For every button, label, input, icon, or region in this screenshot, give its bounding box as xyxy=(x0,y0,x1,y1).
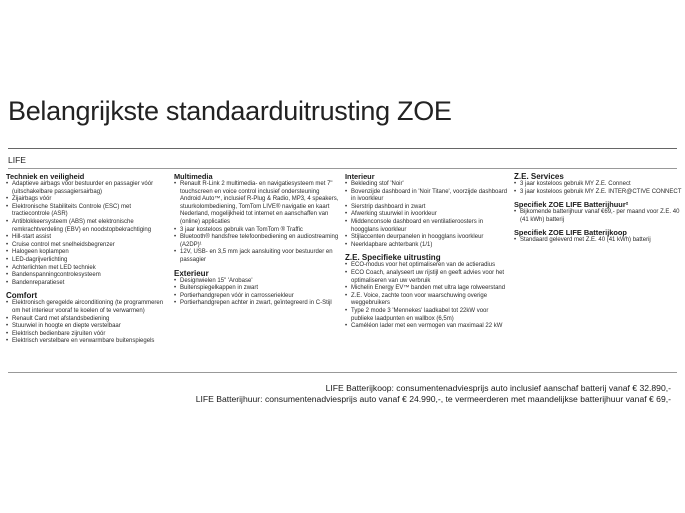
equipment-list xyxy=(174,278,339,308)
equipment-item: • Adaptieve airbags voor bestuurder en passagier vóór (uitschakelbare passagiersairbag) xyxy=(6,181,166,196)
equipment-item: • Z.E. Voice, zachte toon voor waarschuwing overige weggebruikers xyxy=(345,293,510,308)
equipment-item: • Stuurwiel in hoogte en diepte verstelbaar xyxy=(6,323,166,331)
equipment-item: • Bekleding stof 'Noir' xyxy=(345,181,510,189)
equipment-item: • ECO-modus voor het optimaliseren van de actieradius xyxy=(345,262,510,270)
equipment-item: • Stijlaccenten deurpanelen in hoogglans ivoorkleur xyxy=(345,234,510,242)
equipment-item: • Bluetooth® handsfree telefoonbediening en audiostreaming (A2DP)¹ xyxy=(174,234,339,249)
equipment-item: • Halogeen koplampen xyxy=(6,249,166,257)
equipment-item: • Bovenzijde dashboard in 'Noir Titane', voorzijde dashboard in ivoorkleur xyxy=(345,189,510,204)
equipment-item: • Cruise control met snelheidsbegrenzer xyxy=(6,242,166,250)
equipment-item: • LED-dagrijverlichting xyxy=(6,257,166,265)
title-divider xyxy=(8,148,677,149)
section-title: Specifiek ZOE LIFE Batterijkoop xyxy=(514,228,627,238)
equipment-list xyxy=(174,181,339,265)
equipment-item: • Renault R-Link 2 multimedia- en navigatiesysteem met 7" touchscreen en voice control inclusief ondersteuning Android Auto™, inclusief R-Plug & Radio, MP3, 4 speakers, stuurkolombediening, TomTom LIVE® navigatie en kaart Nederland, mogelijkheid tot internet en aanschaffen van (online) applicaties xyxy=(174,181,339,227)
section-title: Z.E. Specifieke uitrusting xyxy=(345,253,441,263)
price-line-battery-purchase: LIFE Batterijkoop: consumentenadviesprijs auto inclusief aanschaf batterij vanaf € 32.890,- xyxy=(325,383,671,393)
equipment-list xyxy=(345,181,510,249)
price-divider xyxy=(8,372,677,373)
page-title: Belangrijkste standaarduitrusting ZOE xyxy=(8,96,452,126)
column-3 xyxy=(345,172,510,335)
version-label: LIFE xyxy=(8,155,26,165)
equipment-item: • 12V, USB- en 3,5 mm jack aansluiting voor bestuurder en passagier xyxy=(174,249,339,264)
equipment-item: • 3 jaar kosteloos gebruik van TomTom ® Traffic xyxy=(174,227,339,235)
equipment-item: • Portierhandgrepen achter in zwart, geïntegreerd in C-Stijl xyxy=(174,300,339,308)
equipment-list xyxy=(514,209,684,224)
equipment-item: • Buitenspiegelkappen in zwart xyxy=(174,285,339,293)
version-divider xyxy=(8,168,677,169)
equipment-item: • Antiblokkeersysteem (ABS) met elektronische remkrachtverdeling (EBV) en noodstopbekrachtiging xyxy=(6,219,166,234)
equipment-item: • Elektrisch verstelbare en verwarmbare buitenspiegels xyxy=(6,338,166,346)
equipment-item: • Afwerking stuurwiel in ivoorkleur xyxy=(345,211,510,219)
equipment-item: • Achterlichten met LED techniek xyxy=(6,265,166,273)
equipment-item: • Michelin Energy EV™ banden met ultra lage rolweerstand xyxy=(345,285,510,293)
equipment-list xyxy=(514,237,684,245)
equipment-list xyxy=(514,181,684,196)
equipment-item: • Designwielen 15" 'Arobase' xyxy=(174,278,339,286)
equipment-item: • Renault Card met afstandsbediening xyxy=(6,316,166,324)
section-title: Comfort xyxy=(6,291,38,301)
equipment-item: • ECO Coach, analyseert uw rijstijl en geeft advies voor het optimaliseren van uw verbruik xyxy=(345,270,510,285)
section-title: Specifiek ZOE LIFE Batterijhuur² xyxy=(514,200,629,210)
section-title: Exterieur xyxy=(174,268,209,278)
column-1 xyxy=(6,172,166,350)
equipment-item: • Zijairbags vóór xyxy=(6,196,166,204)
equipment-item: • Elektronisch geregelde airconditioning (te programmeren om het interieur vooraf te koelen of te verwarmen) xyxy=(6,300,166,315)
column-4 xyxy=(514,172,684,249)
equipment-item: • Middenconsole dashboard en ventilatieroosters in hoogglans ivoorkleur xyxy=(345,219,510,234)
equipment-item: • Portierhandgrepen vóór in carrosseriekleur xyxy=(174,293,339,301)
equipment-list xyxy=(6,300,166,346)
price-line-battery-rental: LIFE Batterijhuur: consumentenadviesprijs auto vanaf € 24.990,-, te vermeerderen met maandelijkse batterijhuur vanaf € 69,- xyxy=(195,394,671,404)
equipment-list xyxy=(6,181,166,287)
equipment-item: • 3 jaar kosteloos gebruik MY Z.E. Connect xyxy=(514,181,684,189)
equipment-item: • 3 jaar kosteloos gebruik MY Z.E. INTER@CTIVE CONNECT xyxy=(514,189,684,197)
equipment-item: • Neerklapbare achterbank (1/1) xyxy=(345,242,510,250)
equipment-item: • Sierstrip dashboard in zwart xyxy=(345,204,510,212)
equipment-item: • Elektrisch bedienbare zijruiten vóór xyxy=(6,331,166,339)
equipment-item: • Standaard geleverd met Z.E. 40 (41 kWh) batterij xyxy=(514,237,684,245)
equipment-list xyxy=(345,262,510,330)
equipment-item: • Type 2 mode 3 'Mennekes' laadkabel tot 22kW voor publieke laadpunten en wallbox (6,5m) xyxy=(345,308,510,323)
equipment-item: • Bandenspanningcontrolesysteem xyxy=(6,272,166,280)
column-2 xyxy=(174,172,339,312)
section-title: Interieur xyxy=(345,172,375,181)
equipment-item: • Hill-start assist xyxy=(6,234,166,242)
equipment-item: • Caméléon lader met een vermogen van maximaal 22 kW xyxy=(345,323,510,331)
equipment-item: • Elektronische Stabiliteits Controle (ESC) met tractiecontrole (ASR) xyxy=(6,204,166,219)
section-title: Z.E. Services xyxy=(514,172,564,181)
section-title: Multimedia xyxy=(174,172,213,181)
equipment-item: • Bijkomende batterijhuur vanaf €69,- per maand voor Z.E. 40 (41 kWh) batterij xyxy=(514,209,684,224)
section-title: Techniek en veiligheid xyxy=(6,172,85,181)
equipment-item: • Bandenreparatieset xyxy=(6,280,166,288)
